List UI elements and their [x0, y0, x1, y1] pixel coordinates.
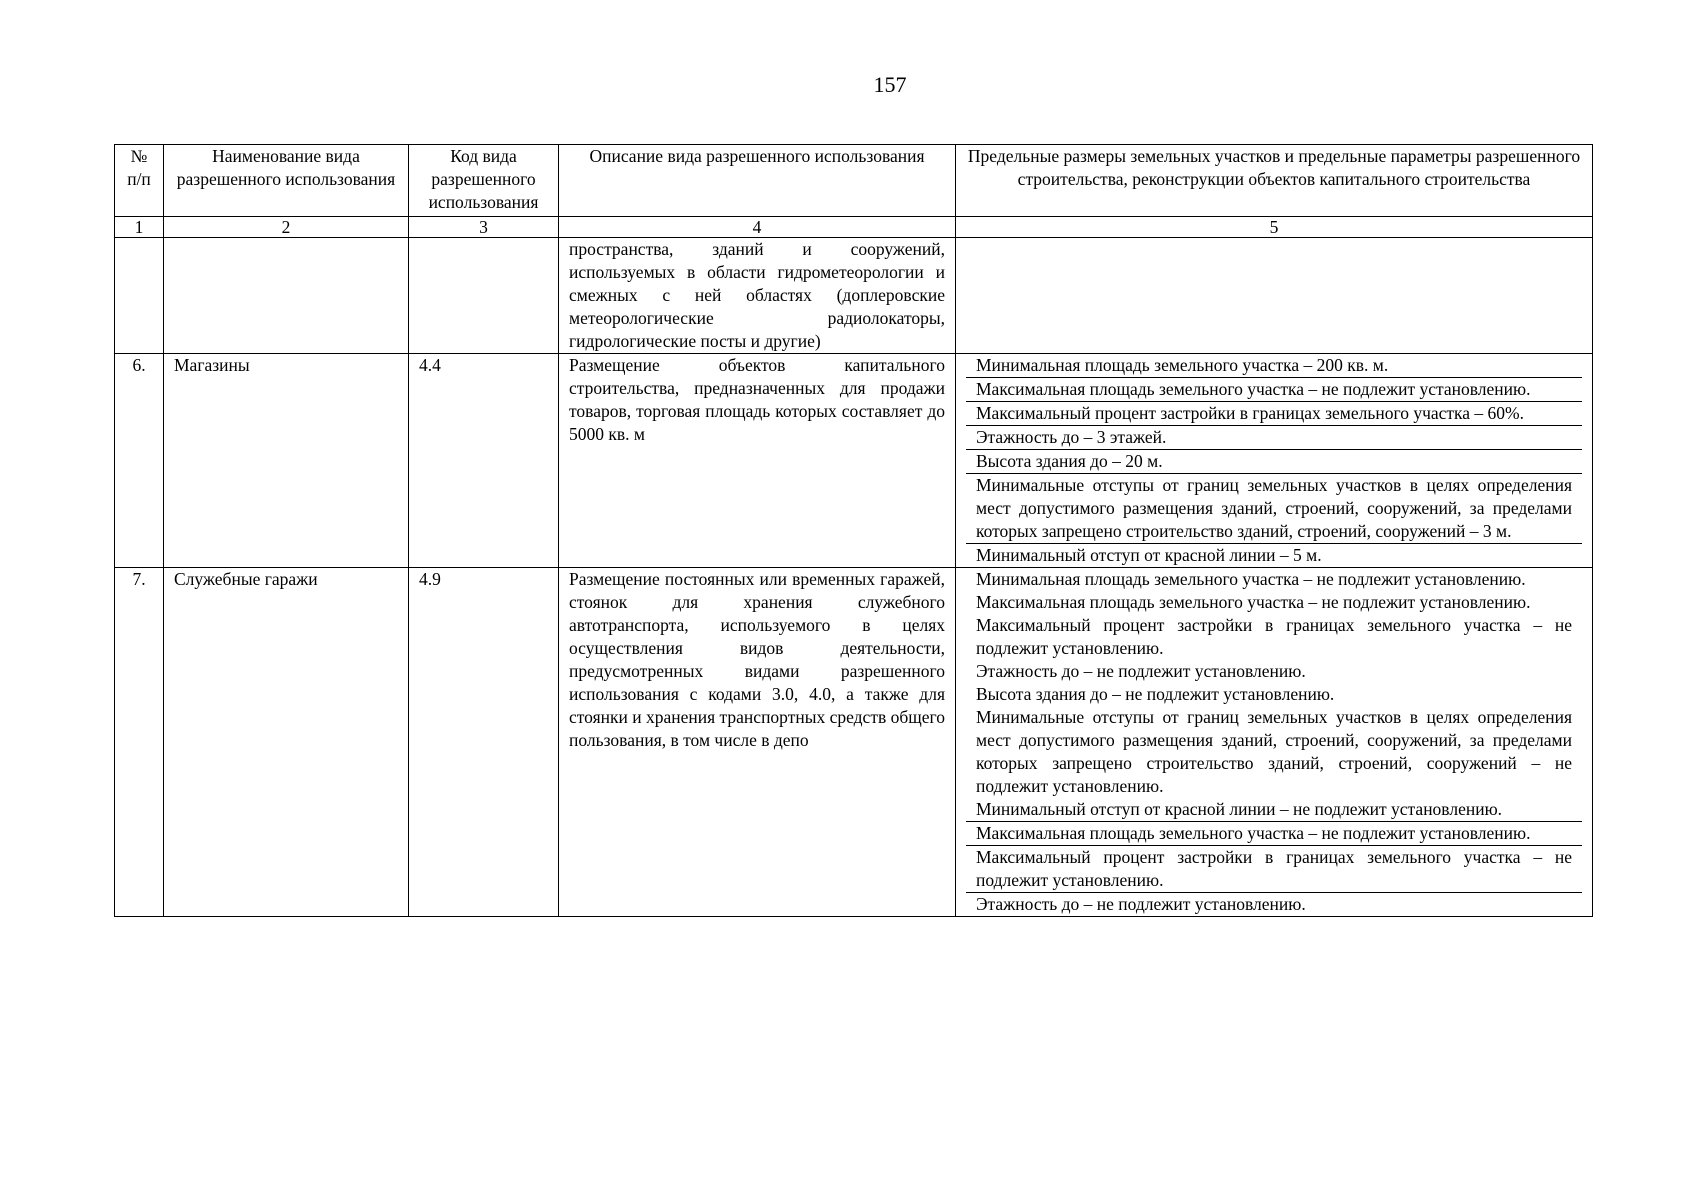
row-name	[164, 238, 409, 354]
param-item: Минимальные отступы от границ земельных участков в целях определения мест допустимого размещения зданий, строений, сооружений, за пределами которых запрещено строительство зданий, строений, сооружений – 3 м.	[966, 473, 1582, 543]
row-code: 4.9	[409, 568, 559, 917]
column-numbers-row	[115, 217, 1593, 238]
land-use-table	[114, 144, 1593, 917]
row-params	[956, 238, 1593, 354]
page-number: 157	[873, 72, 907, 97]
table-row	[115, 568, 1593, 917]
param-item: Минимальная площадь земельного участка – не подлежит установлению.	[976, 569, 1526, 589]
row-num	[115, 238, 164, 354]
row-name: Служебные гаражи	[164, 568, 409, 917]
header-code: Код вида разрешенного использования	[409, 145, 559, 217]
param-item: Максимальная площадь земельного участка – не подлежит установлению.	[966, 821, 1582, 845]
row-code: 4.4	[409, 354, 559, 568]
param-item: Максимальный процент застройки в границах земельного участка – 60%.	[966, 401, 1582, 425]
param-item: Минимальный отступ от красной линии – 5 м.	[966, 543, 1582, 567]
header-description: Описание вида разрешенного использования	[559, 145, 956, 217]
param-item: Этажность до – 3 этажей.	[966, 425, 1582, 449]
table-row	[115, 238, 1593, 354]
row-params	[956, 354, 1593, 568]
header-name: Наименование вида разрешенного использования	[164, 145, 409, 217]
param-item: Минимальные отступы от границ земельных участков в целях определения мест допустимого размещения зданий, строений, сооружений, за пределами которых запрещено строительство зданий, строений, сооружений – не подлежит установлению.	[976, 707, 1572, 796]
param-item: Высота здания до – не подлежит установлению.	[976, 684, 1335, 704]
table-row	[115, 354, 1593, 568]
param-item: Минимальная площадь земельного участка – 200 кв. м.	[976, 355, 1389, 375]
table-header-row	[115, 145, 1593, 217]
row-description: Размещение объектов капитального строительства, предназначенных для продажи товаров, торговая площадь которых составляет до 5000 кв. м	[559, 354, 956, 568]
header-params: Предельные размеры земельных участков и предельные параметры разрешенного строительства, реконструкции объектов капитального строительства	[956, 145, 1593, 217]
row-code	[409, 238, 559, 354]
column-number: 4	[559, 217, 956, 238]
column-number: 1	[115, 217, 164, 238]
header-num: № п/п	[115, 145, 164, 217]
row-description: Размещение постоянных или временных гаражей, стоянок для хранения служебного автотранспорта, используемого в целях осуществления видов деятельности, предусмотренных видами разрешенного использования с кодами 3.0, 4.0, а также для стоянки и хранения транспортных средств общего пользования, в том числе в депо	[559, 568, 956, 917]
row-name: Магазины	[164, 354, 409, 568]
param-item: Этажность до – не подлежит установлению.	[976, 661, 1306, 681]
row-params	[956, 568, 1593, 917]
param-item: Этажность до – не подлежит установлению.	[966, 892, 1582, 916]
row-num: 7.	[115, 568, 164, 917]
param-item: Максимальный процент застройки в границах земельного участка – не подлежит установлению.	[966, 845, 1582, 892]
param-item: Минимальный отступ от красной линии – не подлежит установлению.	[976, 799, 1503, 819]
param-item: Максимальный процент застройки в границах земельного участка – не подлежит установлению.	[976, 615, 1572, 658]
column-number: 2	[164, 217, 409, 238]
param-item: Максимальная площадь земельного участка – не подлежит установлению.	[976, 592, 1531, 612]
row-description: пространства, зданий и сооружений, используемых в области гидрометеорологии и смежных с ней областях (доплеровские метеорологические радиолокаторы, гидрологические посты и другие)	[559, 238, 956, 354]
column-number: 5	[956, 217, 1593, 238]
param-item: Максимальная площадь земельного участка – не подлежит установлению.	[966, 377, 1582, 401]
param-item: Высота здания до – 20 м.	[966, 449, 1582, 473]
row-num: 6.	[115, 354, 164, 568]
column-number: 3	[409, 217, 559, 238]
